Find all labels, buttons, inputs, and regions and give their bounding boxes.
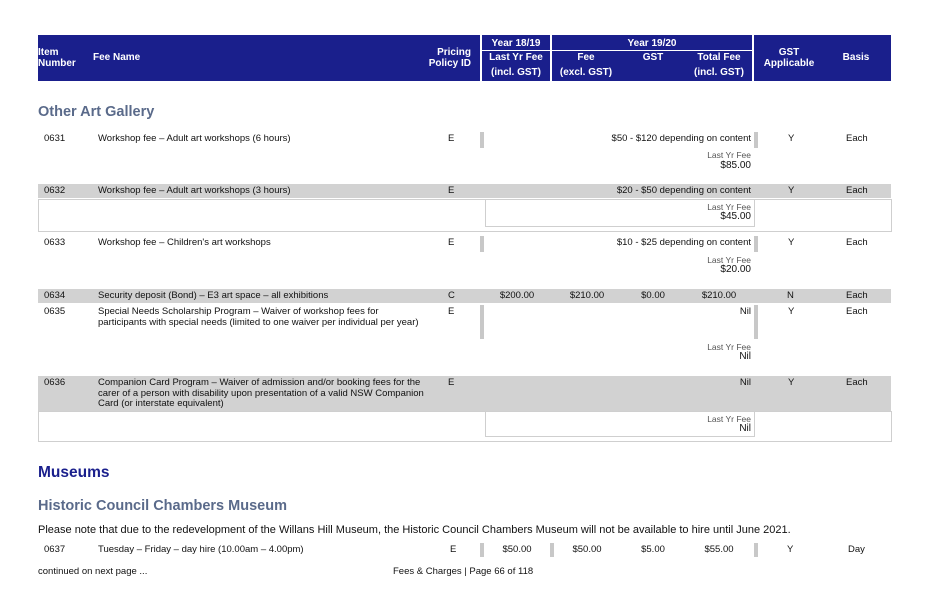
col-gst-applicable: GST Applicable	[763, 47, 815, 69]
table-row	[38, 304, 891, 368]
header-rule	[482, 50, 550, 51]
column-divider	[754, 305, 758, 339]
col-fee-name: Fee Name	[93, 52, 141, 63]
col-basis: Basis	[842, 52, 870, 63]
fee-range: $50 - $120 depending on content	[611, 133, 751, 144]
column-divider	[754, 236, 758, 252]
pricing-policy: E	[448, 133, 455, 144]
table-header	[38, 35, 891, 81]
table-row	[38, 542, 891, 558]
column-divider	[480, 132, 484, 148]
pricing-policy: E	[450, 544, 457, 555]
gst-applicable: Y	[788, 185, 795, 196]
gst-amount: $0.00	[641, 290, 665, 301]
last-yr-fee: $200.00	[499, 290, 535, 301]
section-heading: Museums	[38, 464, 110, 481]
basis: Each	[846, 377, 868, 388]
col-pricing-policy: Pricing Policy ID	[428, 47, 471, 69]
fee-name: Workshop fee – Adult art workshops (3 hours)	[98, 185, 291, 196]
col-fee: Fee	[577, 52, 595, 63]
col-year-1920: Year 19/20	[627, 38, 677, 49]
last-yr-label: Last Yr Fee	[707, 414, 751, 424]
fee-name: Tuesday – Friday – day hire (10.00am – 4.00pm)	[98, 544, 304, 555]
column-divider	[754, 132, 758, 148]
header-rule	[552, 50, 752, 51]
pricing-policy: E	[448, 377, 455, 388]
last-yr-value: $20.00	[720, 264, 751, 275]
col-gst: GST	[642, 52, 664, 63]
basis: Each	[846, 237, 868, 248]
item-number: 0636	[44, 377, 66, 388]
gst-applicable: Y	[788, 237, 795, 248]
fee-name: Workshop fee – Children's art workshops	[98, 237, 271, 248]
item-number: 0632	[44, 185, 66, 196]
last-yr-label: Last Yr Fee	[707, 150, 751, 160]
item-number: 0631	[44, 133, 66, 144]
gst-applicable: N	[787, 290, 794, 301]
fee-name: Workshop fee – Adult art workshops (6 hours)	[98, 133, 291, 144]
section-heading: Other Art Gallery	[38, 104, 155, 120]
gst-applicable: Y	[788, 306, 795, 317]
total-fee: $55.00	[704, 544, 734, 555]
fee-range: Nil	[739, 306, 751, 317]
fee-range: Nil	[739, 377, 751, 388]
table-row	[38, 235, 891, 281]
table-row	[38, 130, 891, 176]
total-fee: $210.00	[701, 290, 737, 301]
pricing-policy: E	[448, 237, 455, 248]
table-row-detail	[38, 199, 891, 229]
last-yr-fee: $50.00	[502, 544, 532, 555]
basis: Each	[846, 185, 868, 196]
last-yr-value: $85.00	[720, 160, 751, 171]
fee-name: Special Needs Scholarship Program – Waiver of workshop fees for participants with special needs (limited to one waiver per individual per year)	[98, 306, 419, 328]
item-number: 0633	[44, 237, 66, 248]
basis: Each	[846, 133, 868, 144]
fee-name: Security deposit (Bond) – E3 art space – all exhibitions	[98, 290, 329, 301]
table-row	[38, 376, 891, 411]
gst-applicable: Y	[788, 377, 795, 388]
gst-amount: $5.00	[641, 544, 665, 555]
col-incl-gst-2: (incl. GST)	[694, 67, 744, 78]
table-row	[38, 184, 891, 198]
last-yr-label: Last Yr Fee	[707, 202, 751, 212]
fee-excl-gst: $210.00	[569, 290, 605, 301]
col-year-1819: Year 18/19	[491, 38, 541, 49]
column-divider	[480, 305, 484, 339]
col-total-fee: Total Fee	[697, 52, 741, 63]
fee-name: Companion Card Program – Waiver of admission and/or booking fees for the carer of a person with disability upon presentation of a valid NSW Companion Card (or interstate equivalent)	[98, 377, 424, 409]
table-row	[38, 289, 891, 303]
basis: Day	[848, 544, 865, 555]
col-item-number: Item Number	[38, 47, 76, 69]
continued-note: continued on next page ...	[38, 566, 148, 577]
page-footer: Fees & Charges | Page 66 of 118	[393, 566, 534, 577]
column-divider	[754, 543, 758, 557]
item-number: 0634	[44, 290, 66, 301]
col-excl-gst: (excl. GST)	[559, 67, 613, 78]
availability-note: Please note that due to the redevelopment of the Willans Hill Museum, the Historic Council Chambers Museum will not be available to hire until June 2021.	[38, 524, 791, 536]
table-row-detail	[38, 411, 891, 439]
fee-excl-gst: $50.00	[572, 544, 602, 555]
item-number: 0635	[44, 306, 66, 317]
basis: Each	[846, 290, 868, 301]
pricing-policy: E	[448, 306, 455, 317]
last-yr-value: Nil	[739, 351, 751, 362]
pricing-policy: E	[448, 185, 455, 196]
item-number: 0637	[44, 544, 66, 555]
last-yr-value: $45.00	[720, 211, 751, 222]
column-divider	[480, 236, 484, 252]
last-yr-value: Nil	[739, 423, 751, 434]
fee-range: $20 - $50 depending on content	[616, 185, 751, 196]
pricing-policy: C	[448, 290, 455, 301]
last-yr-label: Last Yr Fee	[707, 342, 751, 352]
col-incl-gst-1: (incl. GST)	[491, 67, 541, 78]
last-yr-label: Last Yr Fee	[707, 255, 751, 265]
gst-applicable: Y	[788, 133, 795, 144]
subsection-heading: Historic Council Chambers Museum	[38, 498, 287, 514]
col-last-yr-fee: Last Yr Fee	[489, 52, 543, 63]
gst-applicable: Y	[787, 544, 794, 555]
fee-range: $10 - $25 depending on content	[616, 237, 751, 248]
basis: Each	[846, 306, 868, 317]
